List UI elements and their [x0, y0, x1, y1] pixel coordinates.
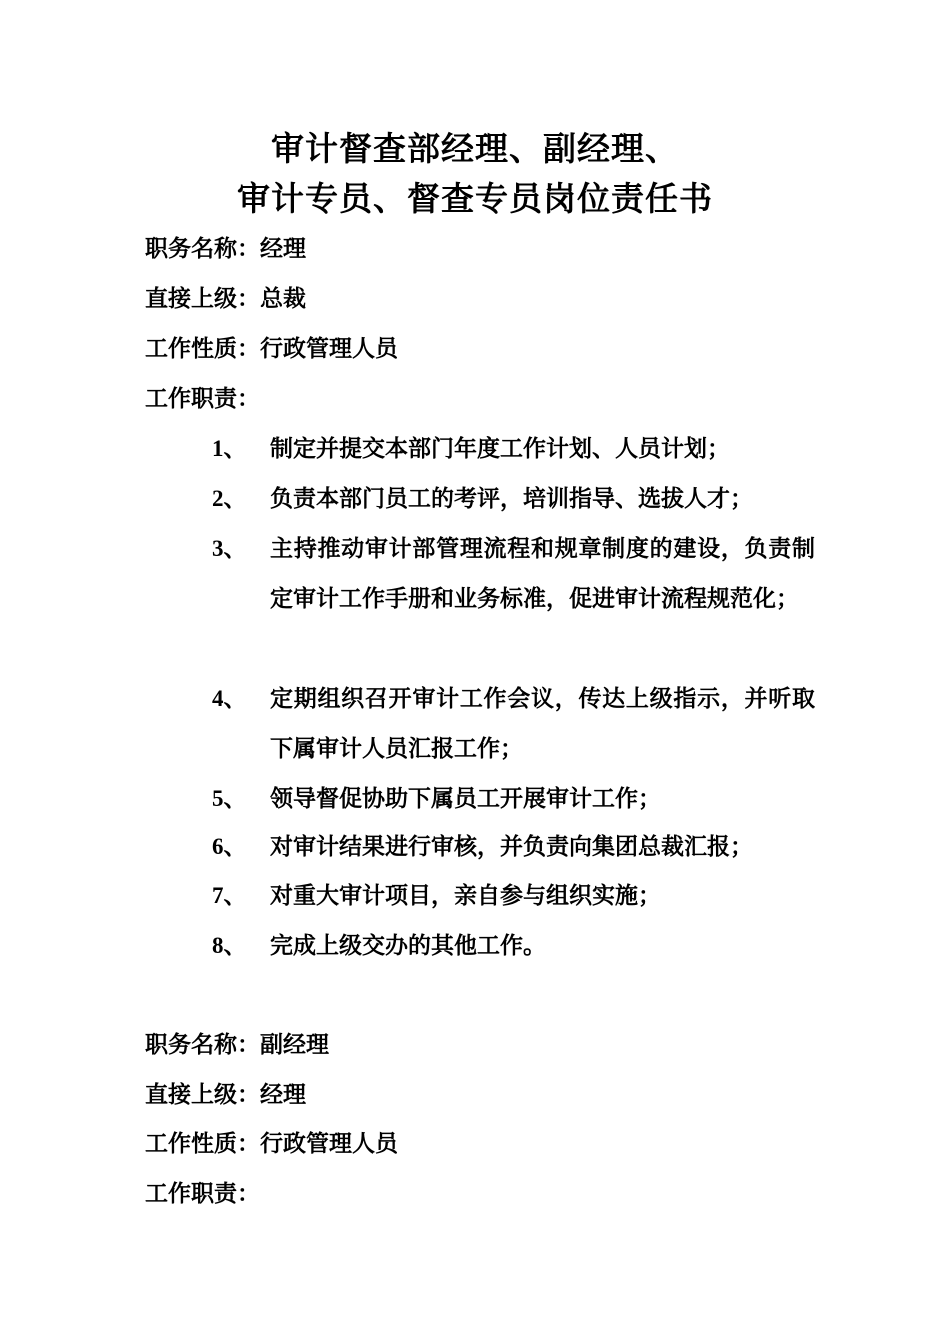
- duty-number: 5、: [212, 786, 247, 811]
- duty-item: 制定并提交本部门年度工作计划、人员计划；: [270, 435, 730, 462]
- deputy-work-nature: 工作性质：行政管理人员: [145, 1130, 398, 1157]
- duty-number: 1、: [212, 436, 247, 461]
- deputy-supervisor: 直接上级：经理: [145, 1081, 306, 1108]
- deputy-position: 职务名称：副经理: [145, 1031, 329, 1058]
- duty-item: 定期组织召开审计工作会议，传达上级指示，并听取下属审计人员汇报工作；: [270, 685, 815, 762]
- duty-item: 负责本部门员工的考评，培训指导、选拔人才；: [270, 485, 753, 512]
- duty-number: 7、: [212, 883, 247, 908]
- document-title-line-1: 审计督查部经理、副经理、: [271, 129, 679, 168]
- manager-duties-label: 工作职责：: [145, 385, 260, 412]
- duty-item: 对重大审计项目，亲自参与组织实施；: [270, 882, 661, 909]
- duty-number: 3、: [212, 536, 247, 561]
- manager-work-nature: 工作性质：行政管理人员: [145, 335, 398, 362]
- manager-position: 职务名称：经理: [145, 235, 306, 262]
- duty-number: 4、: [212, 686, 247, 711]
- duty-item: 对审计结果进行审核，并负责向集团总裁汇报；: [270, 833, 753, 860]
- duty-item: 主持推动审计部管理流程和规章制度的建设，负责制定审计工作手册和业务标准，促进审计流程规范化；: [270, 535, 815, 612]
- duty-item: 领导督促协助下属员工开展审计工作；: [270, 785, 661, 812]
- duty-number: 2、: [212, 486, 247, 511]
- duty-number: 8、: [212, 933, 247, 958]
- duty-item: 完成上级交办的其他工作。: [270, 932, 546, 959]
- deputy-duties-label: 工作职责：: [145, 1180, 260, 1207]
- manager-supervisor: 直接上级：总裁: [145, 285, 306, 312]
- document-title-line-2: 审计专员、督查专员岗位责任书: [237, 179, 713, 218]
- duty-number: 6、: [212, 834, 247, 859]
